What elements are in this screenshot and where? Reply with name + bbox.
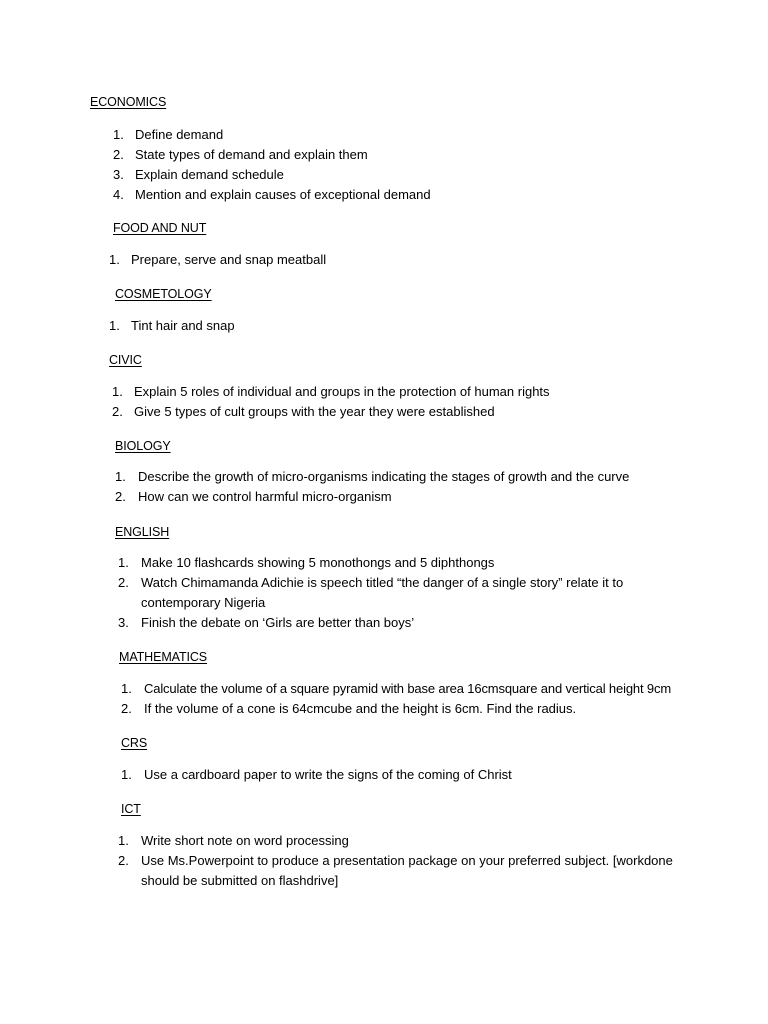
list-item xyxy=(118,831,678,851)
list-item xyxy=(109,316,709,336)
list-item xyxy=(118,553,638,573)
item-text: Give 5 types of cult groups with the year they were established xyxy=(134,404,495,419)
section-heading-food-and-nut: FOOD AND NUT xyxy=(113,221,207,235)
item-text: Calculate the volume of a square pyramid with base area 16cmsquare and vertical height 9cm xyxy=(144,681,672,696)
food-and-nut-list xyxy=(109,250,709,270)
item-text: Write short note on word processing xyxy=(141,833,349,848)
list-item xyxy=(118,851,678,891)
item-number: 3. xyxy=(118,615,129,630)
english-list xyxy=(118,553,638,633)
list-item xyxy=(112,402,732,422)
item-text: How can we control harmful micro-organism xyxy=(138,489,392,504)
item-number: 2. xyxy=(115,489,126,504)
list-item xyxy=(113,145,713,165)
item-number: 2. xyxy=(118,853,129,868)
section-heading-cosmetology: COSMETOLOGY xyxy=(115,287,212,301)
item-number: 1. xyxy=(121,767,132,782)
item-number: 1. xyxy=(121,681,132,696)
item-number: 1. xyxy=(112,384,123,399)
item-number: 2. xyxy=(118,575,129,590)
economics-list xyxy=(113,125,713,205)
item-number: 1. xyxy=(118,833,129,848)
list-item xyxy=(121,765,721,785)
list-item xyxy=(121,679,721,699)
list-item xyxy=(113,185,713,205)
item-number: 2. xyxy=(112,404,123,419)
section-heading-ict: ICT xyxy=(121,802,141,816)
item-text: If the volume of a cone is 64cmcube and the height is 6cm. Find the radius. xyxy=(144,701,577,716)
section-heading-biology: BIOLOGY xyxy=(115,439,171,453)
item-text: Use Ms.Powerpoint to produce a presentation package on your preferred subject. [workdone should be submitted on flashdrive] xyxy=(141,853,673,888)
item-text: Tint hair and snap xyxy=(131,318,235,333)
item-text: Explain demand schedule xyxy=(135,167,284,182)
item-number: 4. xyxy=(113,187,124,202)
item-number: 2. xyxy=(113,147,124,162)
section-heading-civic: CIVIC xyxy=(109,353,142,367)
list-item xyxy=(113,165,713,185)
crs-list xyxy=(121,765,721,785)
civic-list xyxy=(112,382,732,422)
item-number: 3. xyxy=(113,167,124,182)
item-text: Explain 5 roles of individual and groups in the protection of human rights xyxy=(134,384,550,399)
list-item xyxy=(118,613,638,633)
item-number: 1. xyxy=(109,252,120,267)
list-item xyxy=(115,487,735,507)
list-item xyxy=(115,467,735,487)
list-item xyxy=(113,125,713,145)
item-text: Define demand xyxy=(135,127,224,142)
list-item xyxy=(112,382,732,402)
cosmetology-list xyxy=(109,316,709,336)
list-item xyxy=(118,573,638,613)
item-number: 1. xyxy=(113,127,124,142)
item-text: Use a cardboard paper to write the signs of the coming of Christ xyxy=(144,767,512,782)
biology-list xyxy=(115,467,735,507)
list-item xyxy=(109,250,709,270)
ict-list xyxy=(118,831,678,891)
section-heading-crs: CRS xyxy=(121,736,148,750)
item-text: Mention and explain causes of exceptional demand xyxy=(135,187,431,202)
section-heading-economics: ECONOMICS xyxy=(90,95,167,109)
item-number: 2. xyxy=(121,701,132,716)
mathematics-list xyxy=(121,679,721,719)
item-text: Prepare, serve and snap meatball xyxy=(131,252,327,267)
item-number: 1. xyxy=(109,318,120,333)
list-item xyxy=(121,699,721,719)
item-number: 1. xyxy=(115,469,126,484)
item-text: State types of demand and explain them xyxy=(135,147,368,162)
item-number: 1. xyxy=(118,555,129,570)
item-text: Make 10 flashcards showing 5 monothongs and 5 diphthongs xyxy=(141,555,495,570)
item-text: Finish the debate on ‘Girls are better than boys’ xyxy=(141,615,415,630)
item-text: Describe the growth of micro-organisms indicating the stages of growth and the curve xyxy=(138,469,630,484)
section-heading-mathematics: MATHEMATICS xyxy=(119,650,208,664)
section-heading-english: ENGLISH xyxy=(115,525,170,539)
item-text: Watch Chimamanda Adichie is speech titled “the danger of a single story” relate it to contemporary Nigeria xyxy=(141,575,624,610)
